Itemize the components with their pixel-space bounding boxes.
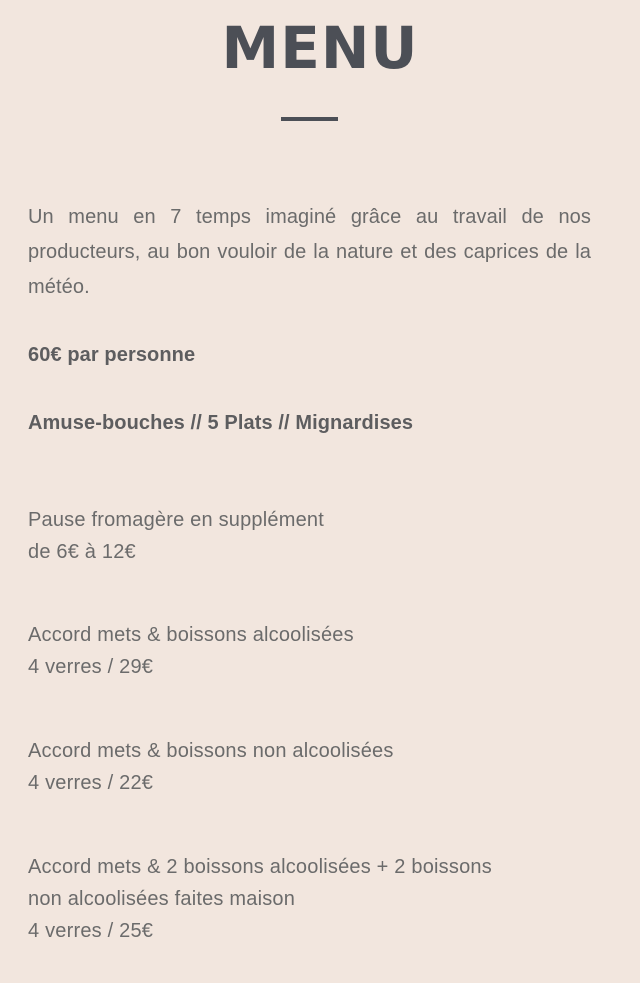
option-price: 4 verres / 25€ — [28, 920, 154, 942]
menu-price: 60€ par personne — [28, 344, 196, 366]
option-label: Accord mets & boissons non alcoolisées — [28, 740, 394, 762]
option-label: Accord mets & 2 boissons alcoolisées + 2 boissons — [28, 856, 492, 878]
option-non-alcoholic-pairing — [28, 735, 608, 799]
menu-courses: Amuse-bouches // 5 Plats // Mignardises — [28, 412, 414, 434]
option-cheese-break — [28, 504, 608, 568]
title-divider — [281, 117, 338, 121]
option-label-continued: non alcoolisées faites maison — [28, 888, 296, 910]
option-label: Pause fromagère en supplément — [28, 509, 324, 531]
option-alcoholic-pairing — [28, 619, 608, 683]
option-price: 4 verres / 22€ — [28, 772, 154, 794]
menu-description: Un menu en 7 temps imaginé grâce au travail de nos producteurs, au bon vouloir de la nature et des caprices de la météo. — [28, 206, 591, 298]
page-title: MENU — [221, 14, 419, 82]
option-mixed-pairing — [28, 851, 608, 947]
option-label: Accord mets & boissons alcoolisées — [28, 624, 354, 646]
option-price: de 6€ à 12€ — [28, 541, 136, 563]
option-price: 4 verres / 29€ — [28, 656, 154, 678]
